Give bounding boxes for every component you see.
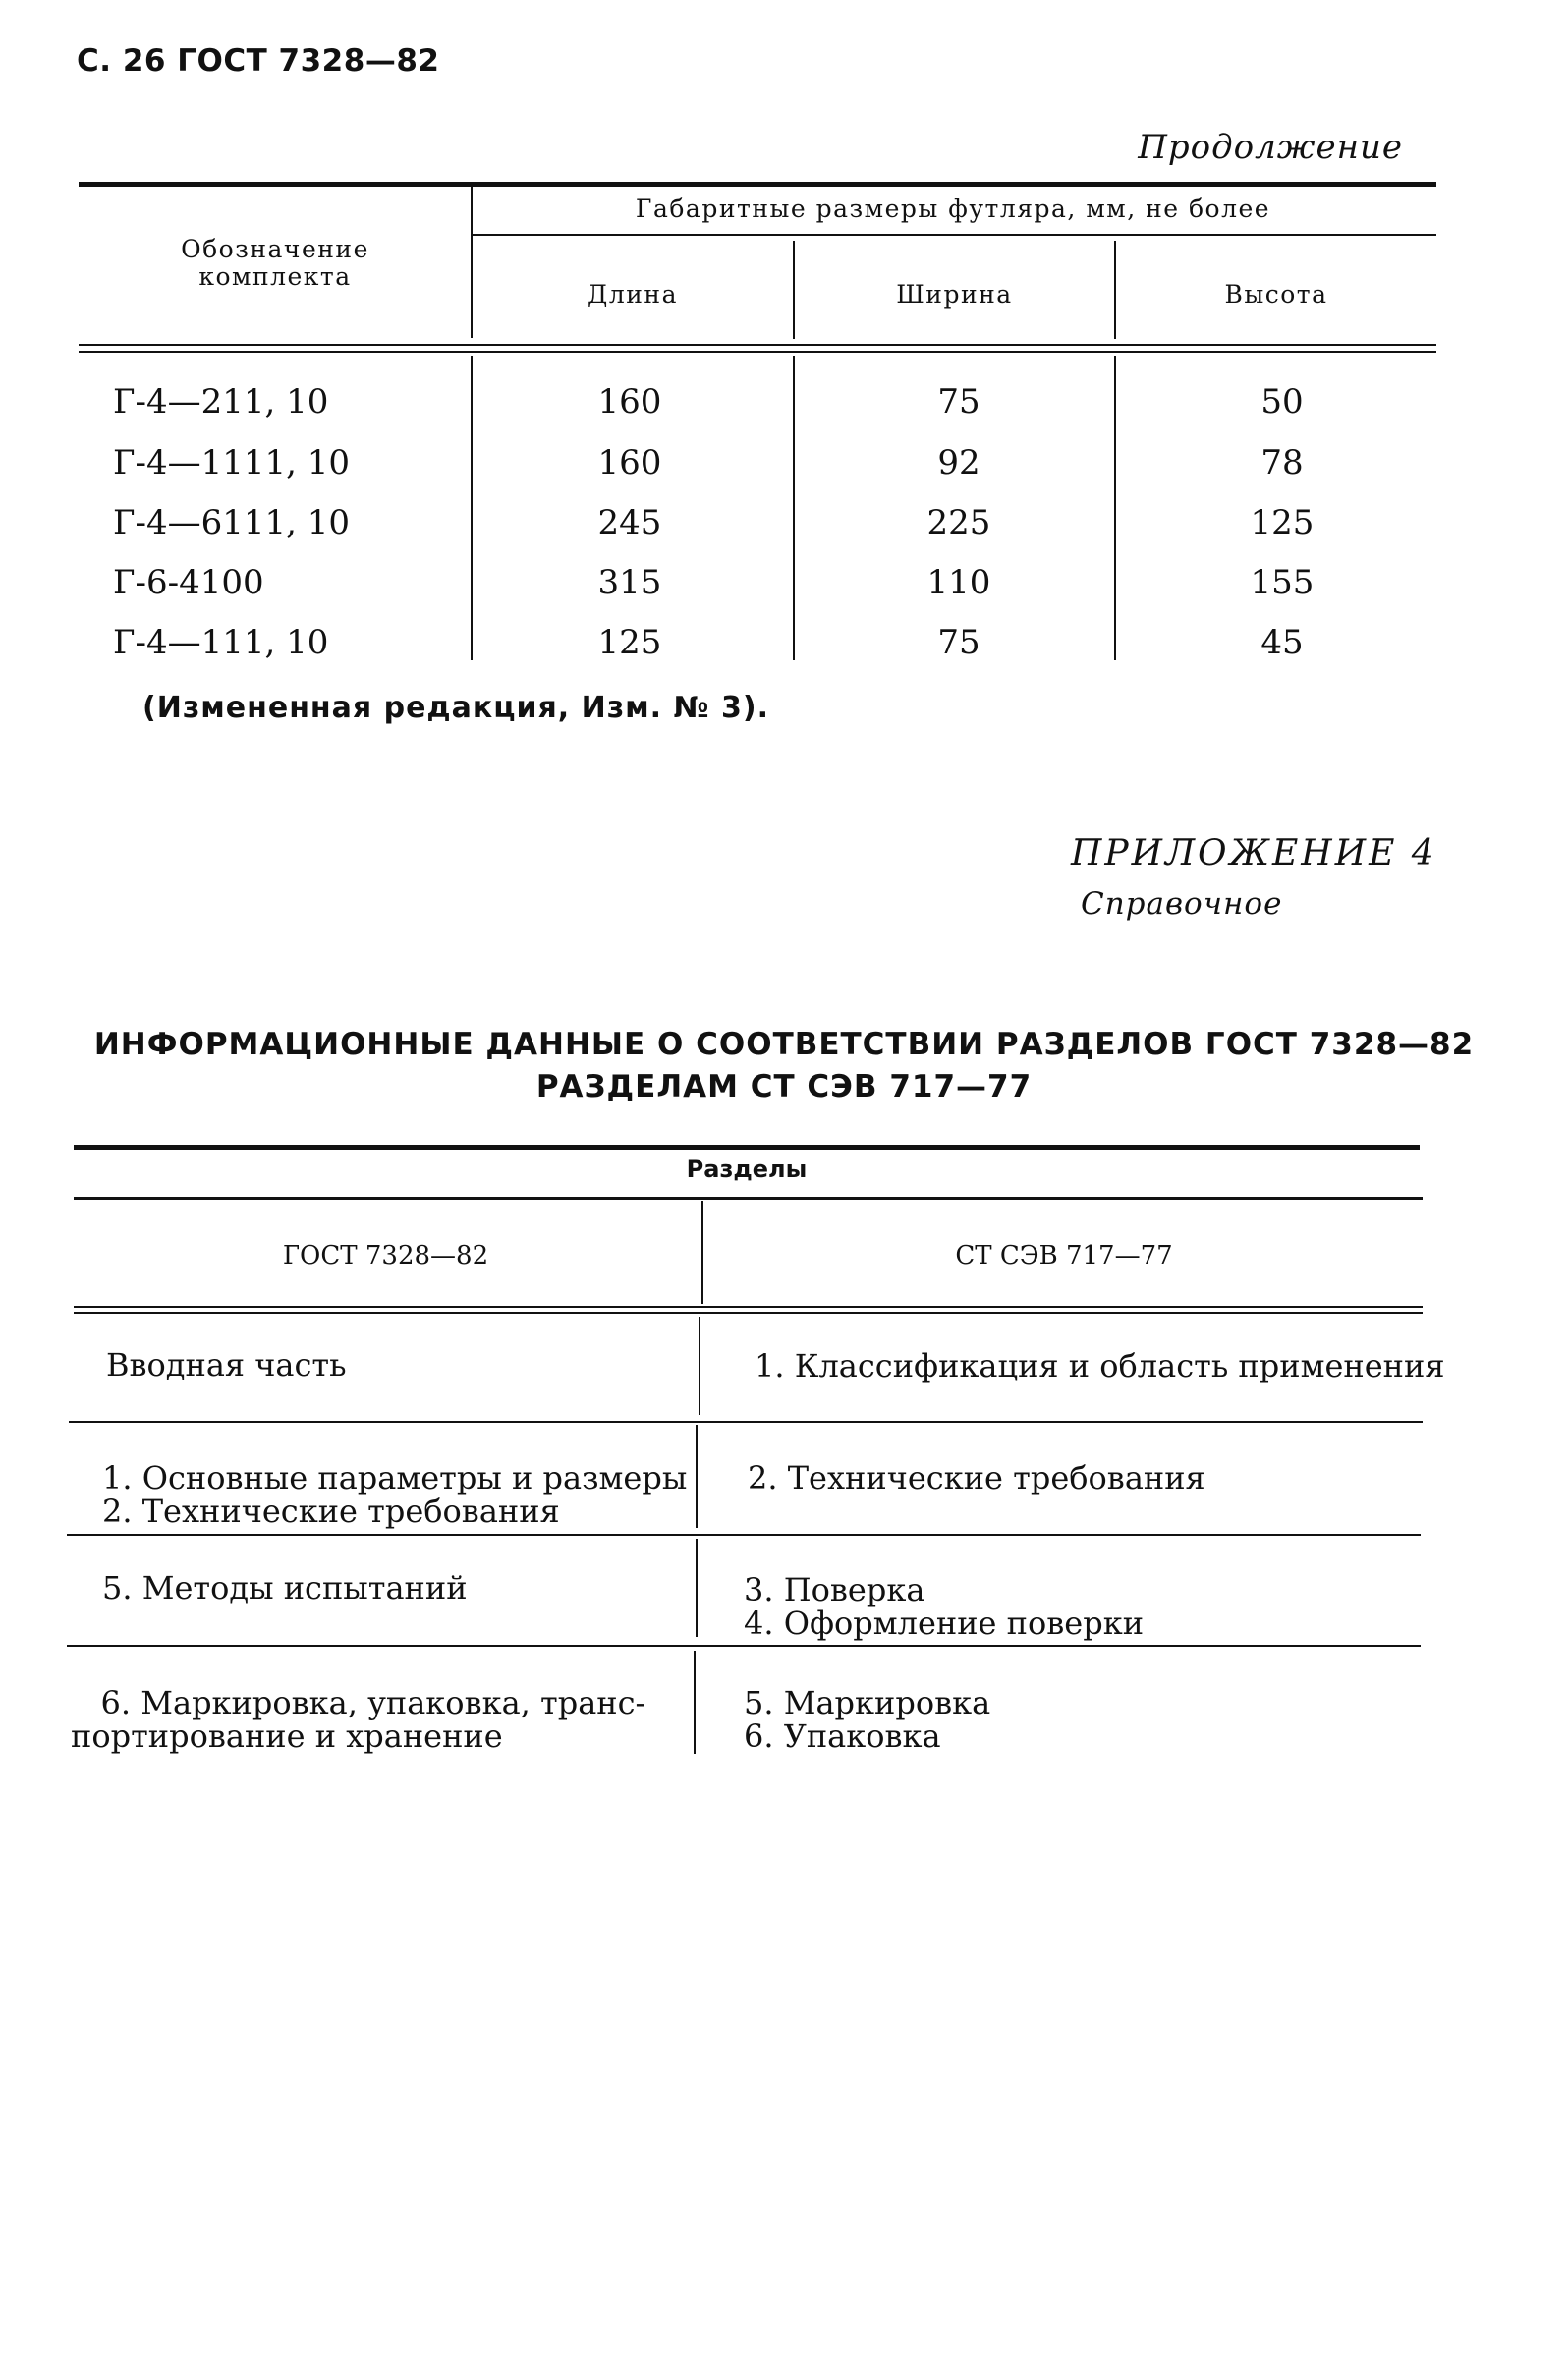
appendix-status: Справочное bbox=[1081, 886, 1283, 922]
table-row-length: 245 bbox=[597, 503, 662, 542]
table-row-gost: 1. Основные параметры и размеры 2. Технические требования bbox=[102, 1459, 688, 1530]
dimensions-group-header: Габаритные размеры футляра, мм, не более bbox=[635, 195, 1271, 223]
table-row-height: 78 bbox=[1260, 443, 1304, 482]
table-row-length: 160 bbox=[597, 382, 662, 422]
page-header: С. 26 ГОСТ 7328—82 bbox=[77, 43, 440, 79]
table-row-designation: Г-4—1111, 10 bbox=[113, 443, 351, 482]
col-sev-header: СТ СЭВ 717—77 bbox=[955, 1241, 1173, 1270]
col-width-header: Ширина bbox=[896, 280, 1013, 309]
table-row-height: 45 bbox=[1260, 623, 1304, 662]
table-row-width: 110 bbox=[926, 563, 991, 602]
table-row-sev: 3. Поверка 4. Оформление поверки bbox=[744, 1571, 1145, 1642]
table-row-height: 125 bbox=[1250, 503, 1315, 542]
col-length-header: Длина bbox=[588, 280, 678, 309]
table-row-length: 315 bbox=[597, 563, 662, 602]
appendix-title-line1: ИНФОРМАЦИОННЫЕ ДАННЫЕ О СООТВЕТСТВИИ РАЗДЕЛОВ ГОСТ 7328—82 bbox=[93, 1027, 1475, 1062]
col-height-header: Высота bbox=[1224, 280, 1328, 309]
table-row-length: 125 bbox=[597, 623, 662, 662]
table-row-designation: Г-4—6111, 10 bbox=[113, 503, 351, 542]
continuation-label: Продолжение bbox=[1138, 128, 1403, 167]
col-gost-header: ГОСТ 7328—82 bbox=[282, 1241, 489, 1270]
table-row-width: 75 bbox=[937, 382, 980, 422]
table-row-gost: Вводная часть bbox=[106, 1346, 347, 1383]
col-designation-header: Обозначение комплекта bbox=[181, 235, 369, 291]
appendix-label: ПРИЛОЖЕНИЕ 4 bbox=[1071, 833, 1437, 873]
table-row-width: 75 bbox=[937, 623, 980, 662]
table-row-gost: 5. Методы испытаний bbox=[102, 1569, 468, 1606]
appendix-title-line2: РАЗДЕЛАМ СТ СЭВ 717—77 bbox=[535, 1069, 1033, 1104]
table-row-length: 160 bbox=[597, 443, 662, 482]
table-row-sev: 5. Маркировка 6. Упаковка bbox=[744, 1684, 991, 1755]
revision-note: (Измененная редакция, Изм. № 3). bbox=[142, 691, 770, 725]
table-row-designation: Г-4—111, 10 bbox=[113, 623, 329, 662]
table-row-width: 92 bbox=[937, 443, 980, 482]
table-row-height: 50 bbox=[1260, 382, 1304, 422]
table-row-gost: 6. Маркировка, упаковка, транс- портирование и хранение bbox=[71, 1684, 646, 1755]
table-row-width: 225 bbox=[926, 503, 991, 542]
table-row-sev: 2. Технические требования bbox=[748, 1459, 1205, 1496]
table-row-designation: Г-6-4100 bbox=[113, 563, 264, 602]
table-row-designation: Г-4—211, 10 bbox=[113, 382, 329, 422]
table-row-height: 155 bbox=[1250, 563, 1315, 602]
sections-group-header: Разделы bbox=[686, 1155, 808, 1183]
table-row-sev: 1. Классификация и область применения bbox=[755, 1347, 1445, 1384]
